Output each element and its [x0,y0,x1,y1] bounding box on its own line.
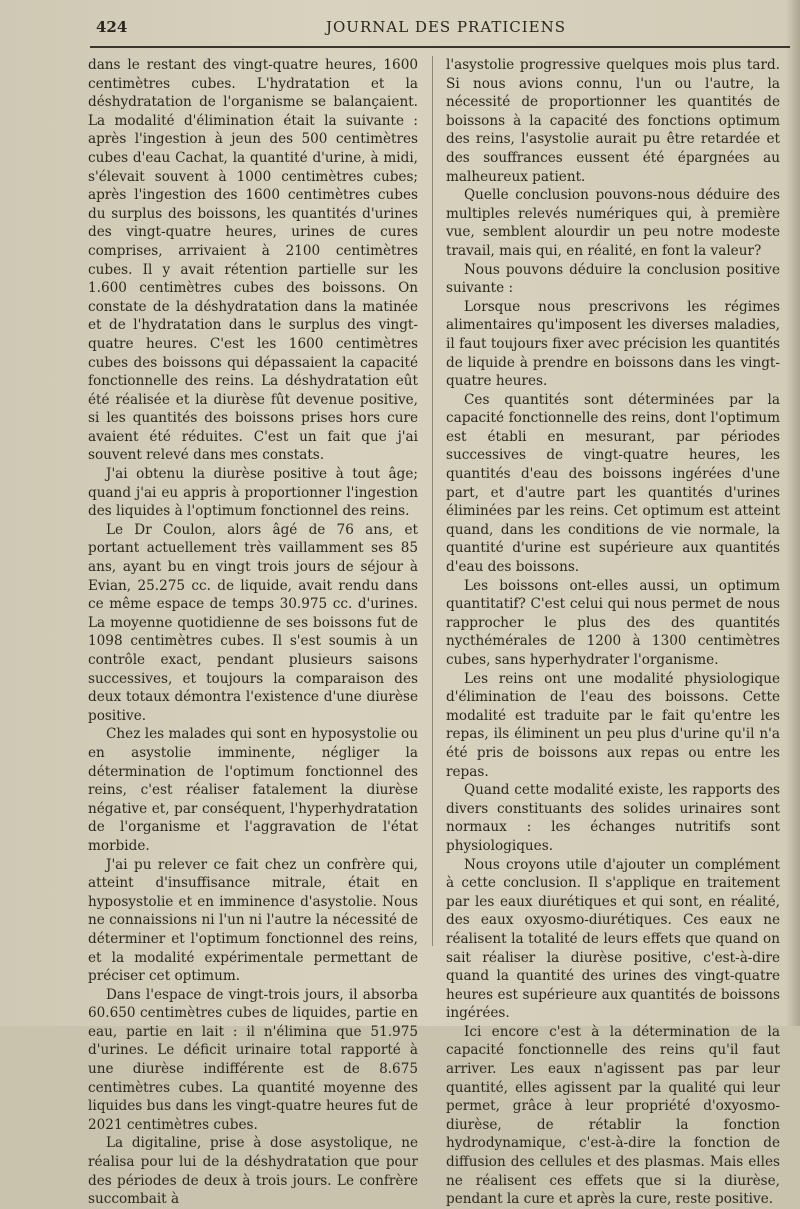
column-divider [432,56,433,946]
paragraph: Nous croyons utile d'ajouter un complément à cette conclusion. Il s'applique en traitement par les eaux diurétiques et qui sont, en réalité, des eaux oxyosmo-diurétiques. Ces eaux ne réalisent la totalité de leurs effets que quand on sait réaliser la diurèse positive, c'est-à-dire quand la quantité des urines des vingt-quatre heures est supérieure aux quantités de boissons ingérées. [446,856,780,1022]
paragraph: Ici encore c'est à la détermination de la capacité fonctionnelle des reins qu'il faut arriver. Les eaux n'agissent pas par leur quantité, elles agissent par la qualité qui leur permet, grâce à leur propriété d'oxyosmo-diurèse, de rétablir la fonction hydrodynamique, c'est-à-dire la fonction de diffusion des cellules et des plasmas. Mais elles ne réalisent ces effets que si la diurèse, pendant la cure et après la cure, reste positive. [446,1023,780,1208]
page-edge-shadow [786,0,800,1026]
header-rule [90,46,790,48]
paragraph: Chez les malades qui sont en hyposystolie ou en asystolie imminente, négliger la détermination de l'optimum fonctionnel des reins, c'est réaliser fatalement la diurèse négative et, par conséquent, l'hyperhydratation de l'organisme et l'aggravation de l'état morbide. [88,726,418,854]
left-column [88,56,418,1209]
running-title: JOURNAL DES PRATICIENS [326,18,567,36]
paragraph: Ces quantités sont déterminées par la capacité fonctionnelle des reins, dont l'optimum est établi en mesurant, par périodes successives de vingt-quatre heures, les quantités d'eau des boissons ingérées d'une part, et d'autre part les quantités d'urines éliminées par les reins. Cet optimum est atteint quand, dans les conditions de vie normale, la quantité d'urine est supérieure aux quantités d'eau des boissons. [446,391,780,576]
paragraph: Les boissons ont-elles aussi, un optimum quantitatif? C'est celui qui nous permet de nous rapprocher le plus des des quantités nycthémérales de 1200 à 1300 centimètres cubes, sans hyperhydrater l'organisme. [446,577,780,668]
paragraph: Quand cette modalité existe, les rapports des divers constituants des solides urinaires sont normaux : les échanges nutritifs sont physiologiques. [446,782,780,854]
right-column [446,56,780,1209]
paragraph: Lorsque nous prescrivons les régimes alimentaires qu'imposent les diverses maladies, il faut toujours fixer avec précision les quantités de liquide à prendre en boissons dans les vingt-quatre heures. [446,298,780,390]
paragraph: l'asystolie progressive quelques mois plus tard. Si nous avions connu, l'un ou l'autre, la nécessité de proportionner les quantités de boissons à la capacité des fonctions optimum des reins, l'asystolie aurait pu être retardée et des souffrances eussent été épargnées au malheureux patient. [446,57,780,185]
paragraph: J'ai obtenu la diurèse positive à tout âge; quand j'ai eu appris à proportionner l'ingestion des liquides à l'optimum fonctionnel des reins. [88,466,418,520]
paragraph: Le Dr Coulon, alors âgé de 76 ans, et portant actuellement très vaillamment ses 85 ans, ayant bu en vingt trois jours de séjour à Evian, 25.275 cc. de liquide, avait rendu dans ce même espace de temps 30.975 cc. d'urines. La moyenne quotidienne de ses boissons fut de 1098 centimètres cubes. Il s'est soumis à un contrôle exact, pendant plusieurs saisons successives, et toujours la comparaison des deux totaux démontra l'existence d'une diurèse positive. [88,521,418,724]
paragraph: J'ai pu relever ce fait chez un confrère qui, atteint d'insuffisance mitrale, était en hyposystolie et en imminence d'asystolie. Nous ne connaissions ni l'un ni l'autre la nécessité de déterminer et l'optimum fonctionnel des reins, et la modalité expérimentale permettant de préciser cet optimum. [88,856,418,985]
paragraph: Quelle conclusion pouvons-nous déduire des multiples relevés numériques qui, à première vue, semblent alourdir un peu notre modeste travail, mais qui, en réalité, en font la valeur? [446,187,780,259]
paragraph: Dans l'espace de vingt-trois jours, il absorba 60.650 centimètres cubes de liquides, partie en eau, partie en lait : il n'élimina que 51.975 d'urines. Le déficit urinaire total rapporté à une diurèse indifférente est de 8.675 centimètres cubes. La quantité moyenne des liquides bus dans les vingt-quatre heures fut de 2021 centimètres cubes. [88,986,418,1133]
paragraph: La digitaline, prise à dose asystolique, ne réalisa pour lui de la déshydratation que pour des périodes de deux à trois jours. Le confrère succombait à [88,1135,418,1208]
page-header [96,18,786,44]
paragraph: dans le restant des vingt-quatre heures, 1600 centimètres cubes. L'hydratation et la déshydratation de l'organisme se balançaient. La modalité d'élimination était la suivante : après l'ingestion à jeun des 500 centimètres cubes d'eau Cachat, la quantité d'urine, à midi, s'élevait souvent à 1000 centimètres cubes; après l'ingestion des 1600 centimètres cubes du surplus des boissons, les quantités d'urines des vingt-quatre heures, urines de cures comprises, arrivaient à 2100 centimètres cubes. Il y avait rétention partielle sur les 1.600 centimètres cubes des boissons. On constate de la déshydratation dans la matinée et de l'hydratation dans le surplus des vingt-quatre heures. C'est les 1600 centimètres cubes des boissons qui dépassaient la capacité fonctionnelle des reins. La déshydratation eût été réalisée et la diurèse fût devenue positive, si les quantités des boissons prises hors cure avaient été réduites. C'est un fait que j'ai souvent relevé dans mes constats. [88,57,418,464]
paragraph: Les reins ont une modalité physiologique d'élimination de l'eau des boissons. Cette modalité est traduite par le fait qu'entre les repas, ils éliminent un peu plus d'urine qu'il n'a été pris de boissons aux repas ou entre les repas. [446,670,780,780]
page-number: 424 [96,18,128,36]
paragraph: Nous pouvons déduire la conclusion positive suivante : [446,261,780,297]
